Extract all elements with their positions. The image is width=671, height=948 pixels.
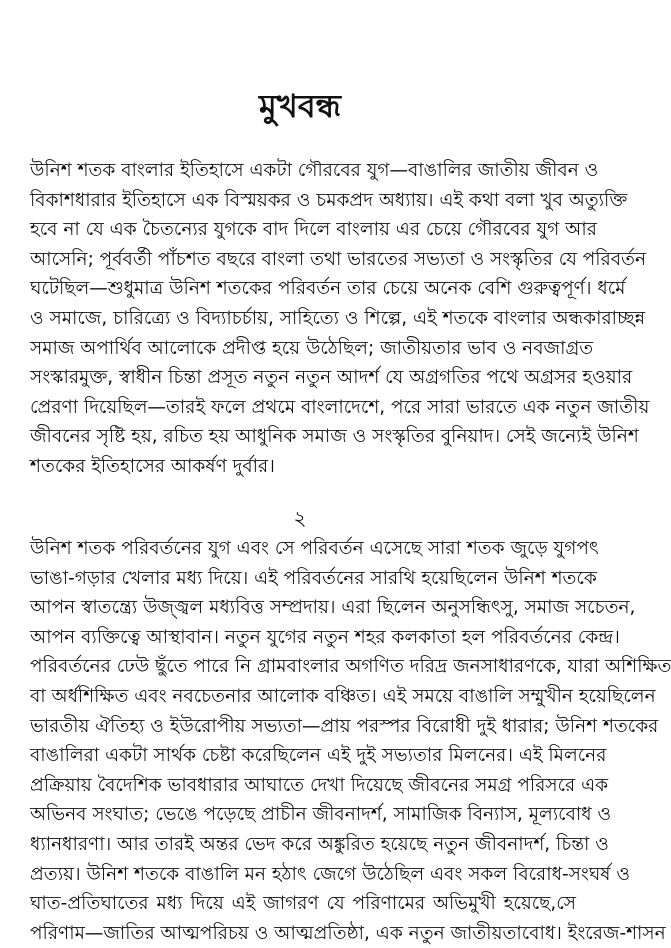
text-line: প্রত্যয়। উনিশ শতকে বাঙালি মন হঠাৎ জেগে উঠেছিল এবং সকল বিরোধ-সংঘর্ষ ও: [30, 863, 630, 885]
text-line: বিকাশধারার ইতিহাসে এক বিস্ময়কর ও চমকপ্রদ অধ্যায়। এই কথা বলা খুব অত্যুক্তি: [30, 189, 628, 211]
text-line: সংস্কারমুক্ত, স্বাধীন চিন্তা প্রসূত নতুন নতুন আদর্শ যে অগ্রগতির পথে অগ্রসর হওয়ার: [30, 367, 633, 389]
text-line: প্রক্রিয়ায় বৈদেশিক ভাবধারার আঘাতে দেখা দিয়েছে জীবনের সমগ্র পরিসরে এক: [30, 774, 609, 796]
text-line: আপন ব্যক্তিত্বে আস্থাবান। নতুন যুগের নতুন শহর কলকাতা হল পরিবর্তনের কেন্দ্র।: [30, 626, 620, 648]
text-line: অভিনব সংঘাত; ভেঙে পড়েছে প্রাচীন জীবনাদর্শ, সামাজিক বিন্যাস, মূল্যবোধ ও: [30, 804, 612, 826]
text-line: বা অর্ধশিক্ষিত এবং নবচেতনার আলোক বঞ্চিত। এই সময়ে বাঙালি সম্মুখীন হয়েছিলেন: [30, 685, 656, 707]
text-line: উনিশ শতক বাংলার ইতিহাসে একটা গৌরবের যুগ—বাঙালির জাতীয় জীবন ও: [30, 160, 599, 181]
page-title: মুখবন্ধ: [259, 87, 341, 125]
text-line: আসেনি; পূর্ববর্তী পাঁচশত বছরে বাংলা তথা ভারতের সভ্যতা ও সংস্কৃতির যে পরিবর্তন: [30, 248, 646, 270]
paragraph-1: [30, 156, 650, 482]
text-line: সমাজ অপার্থিব আলোকে প্রদীপ্ত হয়ে উঠেছিল; জাতীয়তার ভাব ও নবজাগ্রত: [30, 337, 594, 359]
paragraph-2: [30, 534, 671, 948]
text-line: শতকের ইতিহাসের আকর্ষণ দুর্বার।: [30, 455, 275, 477]
text-line: প্রেরণা দিয়েছিল—তারই ফলে প্রথমে বাংলাদেশে, পরে সারা ভারতে এক নতুন জাতীয়: [30, 396, 650, 418]
text-line: পরিবর্তনের ঢেউ ছুঁতে পারে নি গ্রামবাংলার অগণিত দরিদ্র জনসাধারণকে, যারা অশিক্ষিত: [30, 656, 671, 678]
text-line: ঘটেছিল—শুধুমাত্র উনিশ শতকের পরিবর্তন তার চেয়ে অনেক বেশি গুরুত্বপূর্ণ। ধর্মে: [30, 278, 626, 300]
section-number: ২: [293, 506, 307, 530]
text-line: বাঙালিরা একটা সার্থক চেষ্টা করেছিলেন এই দুই সভ্যতার মিলনের। এই মিলনের: [30, 745, 607, 767]
text-line: ভারতীয় ঐতিহ্য ও ইউরোপীয় সভ্যতা—প্রায় পরস্পর বিরোধী দুই ধারার; উনিশ শতকের: [30, 715, 659, 737]
text-line: হবে না যে এক চৈতন্যের যুগকে বাদ দিলে বাংলায় এর চেয়ে গৌরবের যুগ আর: [30, 219, 597, 241]
text-line: আপন স্বাতন্ত্র্যে উজ্জ্বল মধ্যবিত্ত সম্প্রদায়। এরা ছিলেন অনুসন্ধিৎসু, সমাজ সচেতন,: [30, 597, 636, 619]
text-line: ভাঙা-গড়ার খেলার মধ্য দিয়ে। এই পরিবর্তনের সারথি হয়েছিলেন উনিশ শতকে: [30, 567, 597, 589]
text-line: ও সমাজে, চারিত্র্যে ও বিদ্যাচর্চায়, সাহিত্যে ও শিল্পে, এই শতকে বাংলার অন্ধকারাচ্ছন্ন: [30, 307, 646, 329]
text-line: ঘাত-প্রতিঘাতের মধ্য দিয়ে এই জাগরণ যে পরিণামের অভিমুখী হয়েছে,সে: [30, 893, 576, 915]
text-line: জীবনের সৃষ্টি হয়, রচিত হয় আধুনিক সমাজ ও সংস্কৃতির বুনিয়াদ। সেই জন্যেই উনিশ: [30, 426, 639, 448]
text-line: উনিশ শতক পরিবর্তনের যুগ এবং সে পরিবর্তন এসেছে সারা শতক জুড়ে যুগপৎ: [30, 538, 599, 559]
text-line: পরিণাম—জাতির আত্মপরিচয় ও আত্মপ্রতিষ্ঠা, এক নতুন জাতীয়তাবোধ। ইংরেজ-শাসন: [30, 922, 666, 944]
text-line: ধ্যানধারণা। আর তারই অন্তর ভেদ করে অঙ্কুরিত হয়েছে নতুন জীবনাদর্শ, চিন্তা ও: [30, 833, 609, 855]
